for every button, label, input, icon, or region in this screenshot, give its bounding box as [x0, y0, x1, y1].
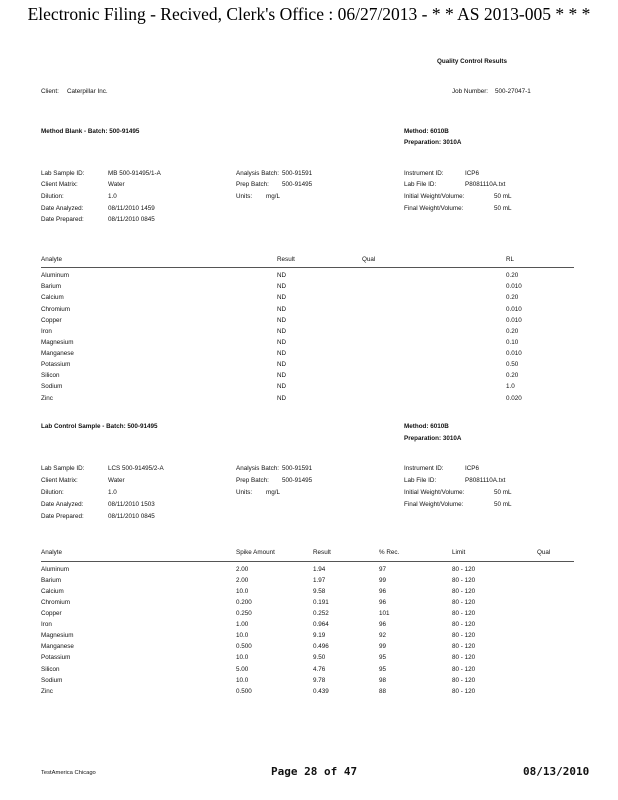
rec-cell: 92 — [379, 632, 387, 639]
result-cell: 9.58 — [313, 588, 326, 595]
limit-cell: 80 - 120 — [452, 677, 476, 684]
client-matrix-value: Water — [108, 477, 125, 484]
analyte-cell: Chromium — [41, 599, 71, 606]
result-cell: 1.97 — [313, 577, 326, 584]
spike-cell: 2.00 — [236, 577, 249, 584]
analyte-cell: Copper — [41, 317, 62, 324]
result-cell: ND — [277, 383, 287, 390]
units-label: Units: — [236, 489, 253, 496]
lcs-method: Method: 6010B — [404, 423, 449, 430]
lcs-col-limit: Limit — [452, 549, 466, 556]
client-label: Client: — [41, 88, 59, 95]
spike-cell: 10.0 — [236, 588, 249, 595]
result-cell: 9.50 — [313, 654, 326, 661]
result-cell: ND — [277, 350, 287, 357]
rec-cell: 96 — [379, 599, 387, 606]
prep-batch-label: Prep Batch: — [236, 477, 269, 484]
analyte-cell: Magnesium — [41, 632, 74, 639]
spike-cell: 1.00 — [236, 621, 249, 628]
footer-page-number: Page 28 of 47 — [271, 765, 358, 778]
prep-batch-value: 500-91495 — [282, 477, 313, 484]
instrument-id-value: ICP6 — [465, 465, 479, 472]
initial-weight-label: Initial Weight/Volume: — [404, 193, 465, 200]
lcs-preparation: Preparation: 3010A — [404, 435, 462, 442]
date-prepared-value: 08/11/2010 0845 — [108, 216, 155, 223]
analyte-cell: Potassium — [41, 361, 71, 368]
analysis-batch-value: 500-91591 — [282, 170, 313, 177]
units-value: mg/L — [266, 193, 280, 200]
analyte-cell: Silicon — [41, 372, 60, 379]
limit-cell: 80 - 120 — [452, 643, 476, 650]
final-weight-value: 50 mL — [494, 501, 512, 508]
date-prepared-label: Date Prepared: — [41, 513, 84, 520]
limit-cell: 80 - 120 — [452, 610, 476, 617]
date-prepared-value: 08/11/2010 0845 — [108, 513, 155, 520]
lab-sample-id-value: LCS 500-91495/2-A — [108, 465, 164, 472]
result-cell: 9.78 — [313, 677, 326, 684]
analyte-cell: Chromium — [41, 306, 71, 313]
rec-cell: 99 — [379, 643, 387, 650]
lab-file-id-value: P8081110A.txt — [465, 181, 506, 188]
limit-cell: 80 - 120 — [452, 621, 476, 628]
analyte-cell: Magnesium — [41, 339, 74, 346]
rec-cell: 95 — [379, 666, 387, 673]
result-cell: ND — [277, 328, 287, 335]
rl-cell: 0.20 — [506, 272, 519, 279]
rl-cell: 0.20 — [506, 294, 519, 301]
spike-cell: 5.00 — [236, 666, 249, 673]
rec-cell: 96 — [379, 621, 387, 628]
limit-cell: 80 - 120 — [452, 599, 476, 606]
limit-cell: 80 - 120 — [452, 577, 476, 584]
blank-col-rl: RL — [506, 256, 515, 263]
lab-sample-id-label: Lab Sample ID: — [41, 465, 85, 472]
analyte-cell: Calcium — [41, 294, 64, 301]
blank-col-analyte: Analyte — [41, 256, 63, 263]
footer-date: 08/13/2010 — [523, 765, 590, 778]
analysis-batch-value: 500-91591 — [282, 465, 313, 472]
rec-cell: 98 — [379, 677, 387, 684]
rl-cell: 0.50 — [506, 361, 519, 368]
method-blank-heading: Method Blank - Batch: 500-91495 — [41, 128, 140, 135]
method-blank-method: Method: 6010B — [404, 128, 449, 135]
initial-weight-value: 50 mL — [494, 489, 512, 496]
result-cell: ND — [277, 372, 287, 379]
result-cell: ND — [277, 294, 287, 301]
limit-cell: 80 - 120 — [452, 588, 476, 595]
rl-cell: 0.010 — [506, 306, 522, 313]
client-value: Caterpillar Inc. — [67, 88, 108, 95]
rec-cell: 88 — [379, 688, 387, 695]
analyte-cell: Iron — [41, 621, 52, 628]
analyte-cell: Barium — [41, 577, 61, 584]
limit-cell: 80 - 120 — [452, 654, 476, 661]
rl-cell: 1.0 — [506, 383, 515, 390]
rl-cell: 0.010 — [506, 283, 522, 290]
dilution-value: 1.0 — [108, 489, 117, 496]
lcs-col-qual: Qual — [537, 549, 551, 556]
spike-cell: 10.0 — [236, 654, 249, 661]
units-label: Units: — [236, 193, 253, 200]
spike-cell: 0.250 — [236, 610, 252, 617]
rl-cell: 0.020 — [506, 395, 522, 402]
final-weight-label: Final Weight/Volume: — [404, 501, 464, 508]
spike-cell: 2.00 — [236, 566, 249, 573]
instrument-id-value: ICP6 — [465, 170, 479, 177]
rl-cell: 0.10 — [506, 339, 519, 346]
filing-stamp: Electronic Filing - Recived, Clerk's Office : 06/27/2013 - * * AS 2013-005 * * * — [27, 4, 591, 24]
result-cell: 4.76 — [313, 666, 326, 673]
lcs-heading: Lab Control Sample - Batch: 500-91495 — [41, 423, 158, 430]
rl-cell: 0.010 — [506, 317, 522, 324]
result-cell: ND — [277, 306, 287, 313]
limit-cell: 80 - 120 — [452, 632, 476, 639]
analyte-cell: Sodium — [41, 677, 63, 684]
spike-cell: 0.500 — [236, 643, 252, 650]
lcs-table-rule — [41, 561, 574, 562]
instrument-id-label: Instrument ID: — [404, 170, 444, 177]
blank-table-rule — [41, 267, 574, 268]
result-cell: ND — [277, 283, 287, 290]
prep-batch-label: Prep Batch: — [236, 181, 269, 188]
result-cell: 9.19 — [313, 632, 326, 639]
analyte-cell: Aluminum — [41, 272, 69, 279]
client-matrix-value: Water — [108, 181, 125, 188]
result-cell: ND — [277, 272, 287, 279]
analyte-cell: Barium — [41, 283, 61, 290]
analyte-cell: Zinc — [41, 688, 53, 695]
spike-cell: 0.500 — [236, 688, 252, 695]
lcs-col-rec: % Rec. — [379, 549, 400, 556]
rl-cell: 0.010 — [506, 350, 522, 357]
analyte-cell: Aluminum — [41, 566, 69, 573]
footer-lab-name: TestAmerica Chicago — [41, 770, 96, 776]
result-cell: 1.94 — [313, 566, 326, 573]
rec-cell: 99 — [379, 577, 387, 584]
analysis-batch-label: Analysis Batch: — [236, 170, 280, 177]
blank-col-result: Result — [277, 256, 295, 263]
units-value: mg/L — [266, 489, 280, 496]
rec-cell: 101 — [379, 610, 390, 617]
rl-cell: 0.20 — [506, 372, 519, 379]
result-cell: 0.252 — [313, 610, 329, 617]
spike-cell: 0.200 — [236, 599, 252, 606]
method-blank-preparation: Preparation: 3010A — [404, 139, 462, 146]
result-cell: ND — [277, 339, 287, 346]
result-cell: 0.191 — [313, 599, 329, 606]
date-analyzed-value: 08/11/2010 1459 — [108, 205, 155, 212]
analyte-cell: Silicon — [41, 666, 60, 673]
date-analyzed-label: Date Analyzed: — [41, 501, 84, 508]
job-number-value: 500-27047-1 — [495, 88, 531, 95]
rl-cell: 0.20 — [506, 328, 519, 335]
result-cell: 0.496 — [313, 643, 329, 650]
lab-file-id-label: Lab File ID: — [404, 181, 437, 188]
analyte-cell: Calcium — [41, 588, 64, 595]
date-analyzed-value: 08/11/2010 1503 — [108, 501, 155, 508]
client-matrix-label: Client Matrix: — [41, 181, 78, 188]
lcs-col-spike-amount: Spike Amount — [236, 549, 275, 556]
date-analyzed-label: Date Analyzed: — [41, 205, 84, 212]
result-cell: ND — [277, 317, 287, 324]
result-cell: 0.964 — [313, 621, 329, 628]
final-weight-label: Final Weight/Volume: — [404, 205, 464, 212]
analyte-cell: Manganese — [41, 643, 74, 650]
lab-file-id-label: Lab File ID: — [404, 477, 437, 484]
lcs-col-result: Result — [313, 549, 331, 556]
instrument-id-label: Instrument ID: — [404, 465, 444, 472]
limit-cell: 80 - 120 — [452, 688, 476, 695]
prep-batch-value: 500-91495 — [282, 181, 313, 188]
date-prepared-label: Date Prepared: — [41, 216, 84, 223]
lab-sample-id-label: Lab Sample ID: — [41, 170, 85, 177]
initial-weight-label: Initial Weight/Volume: — [404, 489, 465, 496]
analyte-cell: Iron — [41, 328, 52, 335]
rec-cell: 96 — [379, 588, 387, 595]
limit-cell: 80 - 120 — [452, 566, 476, 573]
result-cell: 0.439 — [313, 688, 329, 695]
initial-weight-value: 50 mL — [494, 193, 512, 200]
blank-col-qual: Qual — [362, 256, 376, 263]
analyte-cell: Zinc — [41, 395, 53, 402]
client-matrix-label: Client Matrix: — [41, 477, 78, 484]
analyte-cell: Copper — [41, 610, 62, 617]
spike-cell: 10.0 — [236, 632, 249, 639]
final-weight-value: 50 mL — [494, 205, 512, 212]
lab-file-id-value: P8081110A.txt — [465, 477, 506, 484]
analyte-cell: Potassium — [41, 654, 71, 661]
spike-cell: 10.0 — [236, 677, 249, 684]
analyte-cell: Manganese — [41, 350, 74, 357]
dilution-value: 1.0 — [108, 193, 117, 200]
dilution-label: Dilution: — [41, 489, 64, 496]
rec-cell: 95 — [379, 654, 387, 661]
lcs-col-analyte: Analyte — [41, 549, 63, 556]
rec-cell: 97 — [379, 566, 387, 573]
result-cell: ND — [277, 361, 287, 368]
analysis-batch-label: Analysis Batch: — [236, 465, 280, 472]
lab-sample-id-value: MB 500-91495/1-A — [108, 170, 161, 177]
job-number-label: Job Number: — [452, 88, 489, 95]
report-title: Quality Control Results — [437, 58, 507, 65]
analyte-cell: Sodium — [41, 383, 63, 390]
result-cell: ND — [277, 395, 287, 402]
dilution-label: Dilution: — [41, 193, 64, 200]
limit-cell: 80 - 120 — [452, 666, 476, 673]
